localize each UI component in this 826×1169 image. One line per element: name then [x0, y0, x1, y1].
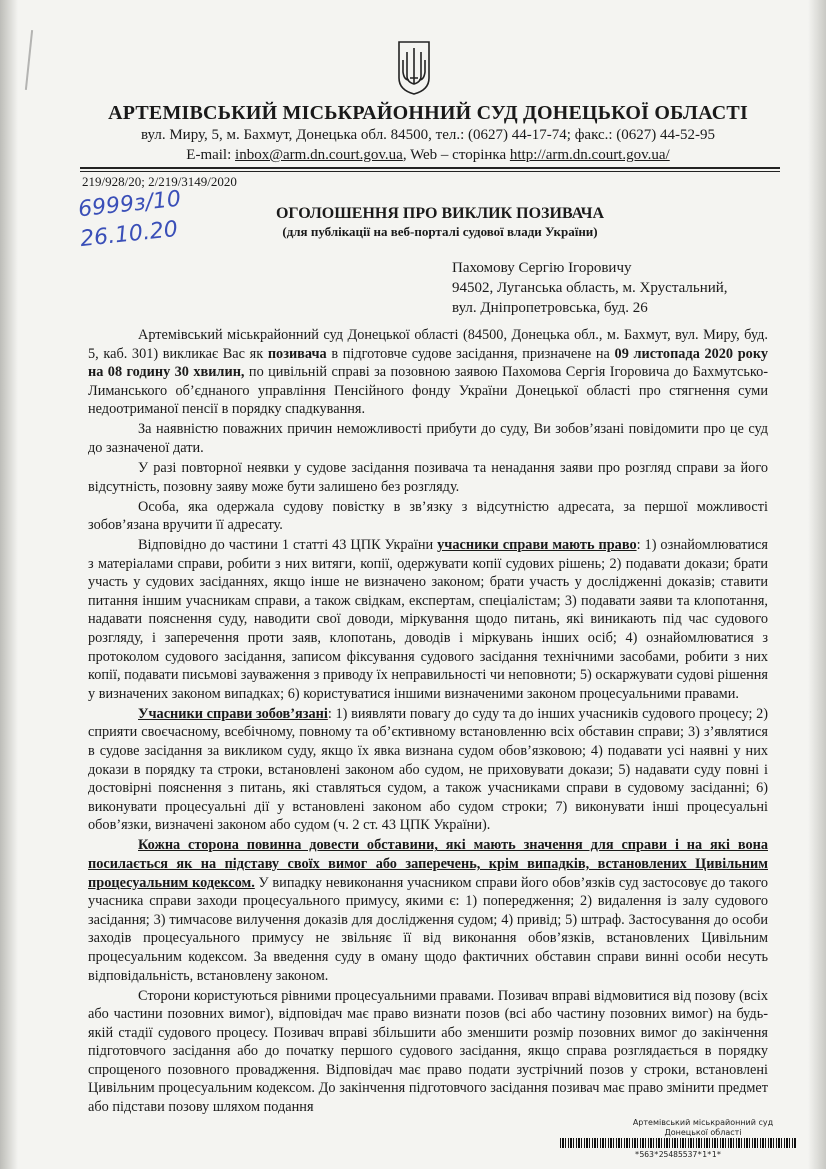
paragraph-summons: Артемівський міськрайонний суд Донецької області (84500, Донецька обл., м. Бахмут, вул. Миру, буд. 5, каб. 301) викликає Вас як позивача в підготовче судове засідання, призначене на 09 листопада 2020 року на 08 годину 30 хвилин, по цивільній справі за позовною заявою Пахомова Сергія Ігоровича до Бахмутсько-Лиманського об’єднаного управління Пенсійного фонду України Донецької області про стягнення суми недоотриманої пенсії в порядку спадкування. — [88, 327, 769, 418]
handwritten-note-number: 6999з/10 — [76, 186, 183, 223]
scan-edge-left — [0, 0, 18, 1169]
header-divider-thin — [80, 171, 780, 172]
paragraph-repeat-absence: У разі повторної неявки у судове засідання позивача та ненадання заяви про розгляд справи за його відсутність, позовну заяву може бути залишено без розгляду. — [88, 459, 768, 495]
paragraph-participant-rights: Відповідно до частини 1 статті 43 ЦПК України учасники справи мають право: 1) ознайомлюватися з матеріалами справи, робити з них витяги, копії, одержувати копії судових рішень; 2) подавати докази; брати участь у судових засіданнях, якщо інше не визначено законом; брати участь у дослідженні доказів; ставити питання іншим учасникам справи, а також свідкам, експертам, спеціалістам; 3) подавати заяви та клопотання, надавати пояснення суду, наводити свої доводи, міркування щодо питань, які виникають під час судового розгляду, і заперечення проти заяв, клопотань, доводів і міркувань інших осіб; 4) ознайомлюватися з протоколом судового засідання, записом фіксування судового засідання технічними засобами, робити з них копії, подавати письмові зауваження з приводу їх неправильності чи неповноти; 5) оскаржувати судові рішення у визначених законом випадках; 6) користуватися іншими визначеними законом процесуальними правами. — [88, 537, 768, 702]
web-link[interactable]: http://arm.dn.court.gov.ua/ — [509, 147, 670, 163]
paragraph-equal-rights: Сторони користуються рівними процесуальними правами. Позивач вправі відмовитися від позову (всіх або частини позовних вимог), відповідач має право визнати позов (всі або частину позовних вимог) на будь-якій стадії судового процесу. Позивач вправі збільшити або зменшити розмір позовних вимог до закінчення підготовчого засідання або до початку першого судового засідання, якщо справа розглядається в порядку спрощеного позовного провадження. Відповідач має право подати зустрічний позов у строки, встановлені Цивільним процесуальним кодексом. До закінчення підготовчого засідання позивач має право змінити предмет або підстави позову шляхом подання — [88, 987, 768, 1116]
recipient-name: Пахомову Сергію Ігоровичу — [452, 260, 632, 276]
court-name: АРТЕМІВСЬКИЙ МІСЬКРАЙОННИЙ СУД ДОНЕЦЬКОЇ ОБЛАСТІ — [108, 102, 748, 124]
recipient-block — [452, 258, 728, 318]
email-label: E-mail: — [186, 147, 236, 163]
pencil-mark — [25, 30, 33, 90]
paragraph-burden-of-proof: Кожна сторона повинна довести обставини, які мають значення для справи і на які вона посилається як на підставу своїх вимог або заперечень, крім випадків, встановлених Цивільним процесуальним кодексом. У випадку невиконання учасником справи його обов’язків суд застосовує до такого учасника справи заходи процесуального примусу, якими є: 1) попередження; 2) видалення із залу судового засідання; 3) тимчасове вилучення доказів для дослідження судом; 4) привід; 5) штраф. Застосування до особи заходів процесуального примусу не звільняє її від виконання обов’язків, встановлених Цивільним процесуальним кодексом. За введення суду в оману щодо фактичних обставин справи винні особи несуть відповідальність, встановлену законом. — [88, 837, 768, 984]
paragraph-summons-delivery: Особа, яка одержала судову повістку в зв’язку з відсутністю адресата, за першої можливості зобов’язана вручити її адресату. — [88, 498, 768, 534]
document-subtitle: (для публікації на веб-порталі судової влади України) — [282, 224, 598, 239]
barcode-text: *563*25485537*1*1* — [634, 1150, 722, 1159]
recipient-address-line1: 94502, Луганська область, м. Хрустальний, — [452, 280, 728, 296]
court-address: вул. Миру, 5, м. Бахмут, Донецька обл. 84500, тел.: (0627) 44-17-74; факс.: (0627) 44-52-95 — [140, 127, 716, 143]
notice-body — [88, 326, 768, 1118]
stamp-line2: Донецької області — [664, 1128, 742, 1137]
paragraph-participant-duties: Учасники справи зобов’язані: 1) виявляти повагу до суду та до інших учасників судового процесу; 2) сприяти своєчасному, всебічному, повному та об’єктивному встановленню всіх обставин справи; 3) з’являтися в судове засідання за викликом суду, якщо їх явка визнана судом обов’язковою; 4) подавати усі наявні у них докази в порядку та строки, встановлені законом або судом, не приховувати докази; 5) надавати суду повні і достовірні пояснення з питань, які ставляться судом, а також учасниками справи в судовому засіданні; 6) виконувати процесуальні дії у встановлені законом або судом строки; 7) виконувати інші процесуальні обов’язки, визначені законом або судом (ч. 2 ст. 43 ЦПК України). — [88, 705, 769, 834]
handwritten-note-date: 26.10.20 — [78, 216, 180, 253]
scan-edge-right — [808, 0, 826, 1169]
paragraph-notify-court: За наявністю поважних причин неможливості прибути до суду, Ви зобов’язані повідомити про це суд до зазначеної дати. — [88, 421, 768, 456]
case-number: 219/928/20; 2/219/3149/2020 — [82, 174, 237, 189]
court-stamp — [628, 1118, 778, 1138]
stamp-line1: Артемівський міськрайонний суд — [632, 1118, 774, 1127]
document-title: ОГОЛОШЕННЯ ПРО ВИКЛИК ПОЗИВАЧА — [275, 205, 605, 222]
trident-emblem-icon — [395, 38, 433, 96]
recipient-address-line2: вул. Дніпропетровська, буд. 26 — [452, 300, 648, 316]
court-contacts — [60, 147, 796, 164]
web-label: , Web – сторінка — [402, 147, 510, 163]
email-link[interactable]: inbox@arm.dn.court.gov.ua — [235, 147, 403, 163]
header-divider — [80, 167, 780, 169]
barcode — [560, 1138, 796, 1148]
